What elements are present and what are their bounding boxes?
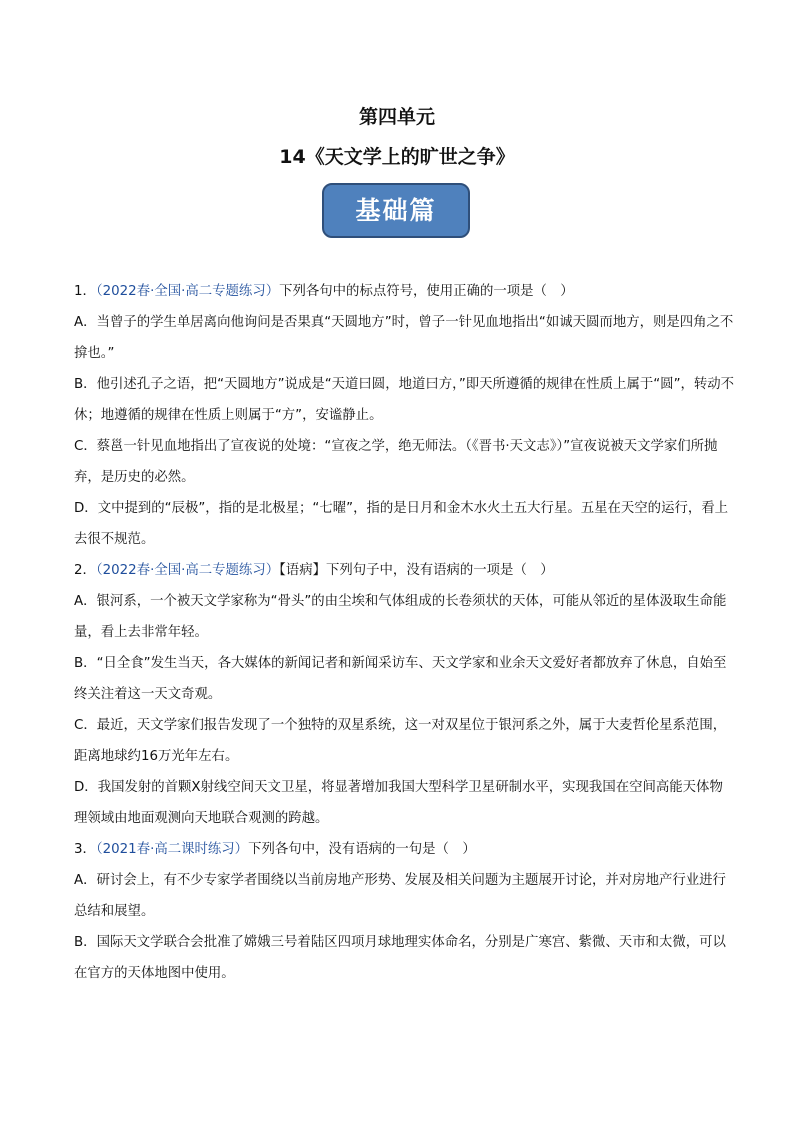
- question-stem: [74, 555, 736, 586]
- question-number: 3．: [74, 842, 96, 857]
- question-number: 1．: [74, 284, 96, 299]
- question-option: A．银河系，一个被天文学家称为“骨头”的由尘埃和气体组成的长卷须状的天体，可能从邻近的星体汲取生命能量，看上去非常年轻。: [74, 594, 727, 640]
- question-option: B．国际天文学联合会批准了嫦娥三号着陆区四项月球地理实体命名，分别是广寒宫、紫微、天市和太微，可以在官方的天体地图中使用。: [74, 935, 726, 981]
- question-text: 【语病】下列句子中，没有语病的一项是（ ）: [279, 563, 554, 578]
- question-source: （2021春·高二课时练习）: [95, 842, 249, 857]
- unit-title: 第四单元: [358, 106, 435, 128]
- question-source: （2022春·全国·高二专题练习）: [95, 563, 280, 578]
- question-option: D．文中提到的“辰极”，指的是北极星；“七曜”，指的是日月和金木水火土五大行星。五星在天空的运行，看上去很不规范。: [74, 501, 729, 547]
- question-number: 2．: [74, 563, 96, 578]
- question-option: B．他引述孔子之语，把“天圆地方”说成是“天道曰圆，地道曰方，”即天所遵循的规律在性质上属于“圆”，转动不休；地遵循的规律在性质上则属于“方”，安谧静止。: [74, 377, 735, 423]
- question-stem: [74, 276, 736, 307]
- lesson-title: 14《天文学上的旷世之争》: [279, 146, 515, 168]
- question-text: 下列各句中的标点符号，使用正确的一项是（ ）: [279, 284, 574, 299]
- question-stem: [74, 834, 736, 865]
- question-option: B．“日全食”发生当天，各大媒体的新闻记者和新闻采访车、天文学家和业余天文爱好者都放弃了休息，自始至终关注着这一天文奇观。: [74, 656, 727, 702]
- question-option: A．研讨会上，有不少专家学者围绕以当前房地产形势、发展及相关问题为主题展开讨论，并对房地产行业进行总结和展望。: [74, 873, 726, 919]
- question-option: A．当曾子的学生单居离向他询问是否果真“天圆地方”时，曾子一针见血地指出“如诚天圆而地方，则是四角之不揜也。”: [74, 315, 734, 361]
- question-text: 下列各句中，没有语病的一句是（ ）: [248, 842, 476, 857]
- question-source: （2022春·全国·高二专题练习）: [95, 284, 280, 299]
- basic-section-badge: 基础篇: [322, 183, 470, 238]
- question-option: C．最近，天文学家们报告发现了一个独特的双星系统，这一对双星位于银河系之外，属于大麦哲伦星系范围，距离地球约16万光年左右。: [74, 718, 727, 764]
- question-option: D．我国发射的首颗X射线空间天文卫星，将显著增加我国大型科学卫星研制水平，实现我国在空间高能天体物理领域由地面观测向天地联合观测的跨越。: [74, 780, 723, 826]
- question-option: C．蔡邕一针见血地指出了宣夜说的处境：“宣夜之学，绝无师法。（《晋书·天文志》）”宣夜说被天文学家们所抛弃，是历史的必然。: [74, 439, 718, 485]
- question-list: [74, 276, 736, 989]
